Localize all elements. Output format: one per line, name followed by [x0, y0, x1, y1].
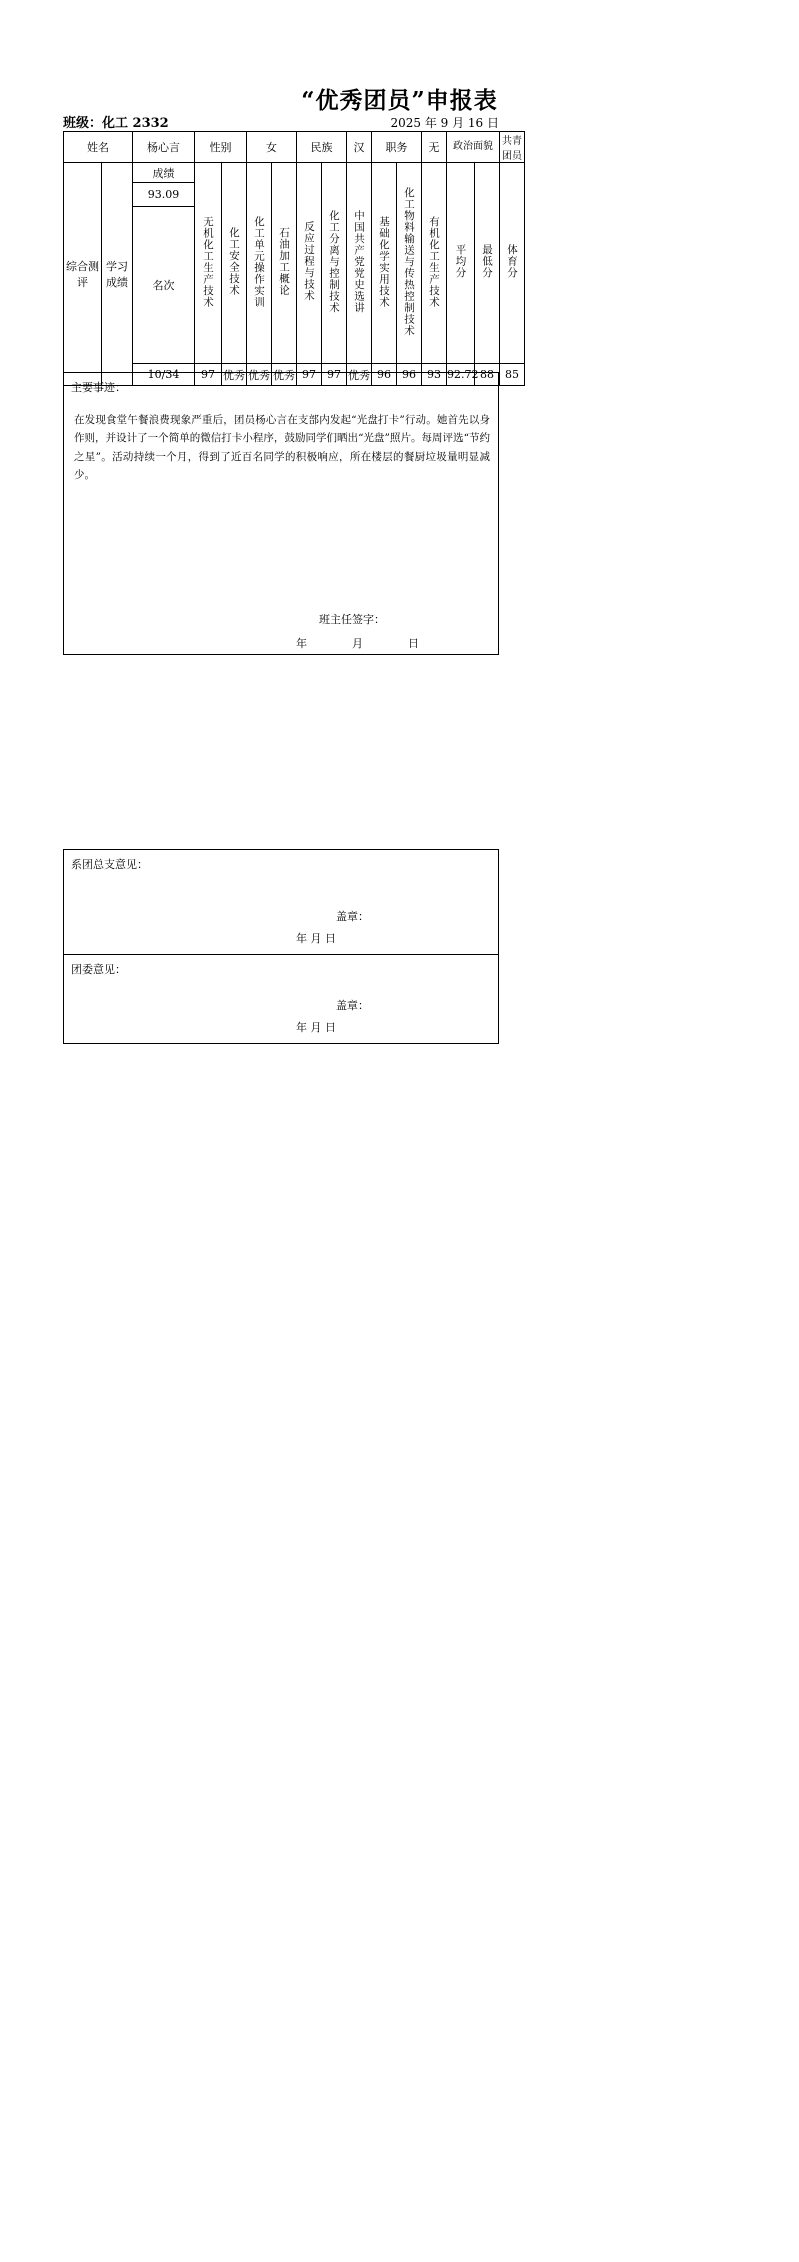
- course-score-5: 97: [322, 364, 347, 386]
- deeds-date-month: 月: [352, 637, 363, 650]
- lowest-label: 最低分: [475, 163, 500, 364]
- committee-date-month: 月: [310, 1021, 322, 1034]
- score-label: 成绩: [133, 163, 195, 183]
- name-value: 杨心言: [133, 132, 195, 163]
- committee-seal-label: 盖章：: [336, 999, 369, 1012]
- deeds-body: 在发现食堂午餐浪费现象严重后，团员杨心言在支部内发起“光盘打卡”行动。她首先以身作则，并设计了一个简单的微信打卡小程序，鼓励同学们晒出“光盘”照片。每周评选“节约之星”。活动持续一个月，得到了近百名同学的积极响应，所在楼层的餐厨垃圾量明显减少。: [74, 414, 490, 482]
- course-name-3: 石油加工概论: [272, 163, 297, 364]
- form-date: 2025 年 9 月 16 日: [390, 116, 499, 130]
- branch-date-month: 月: [310, 932, 322, 945]
- branch-date-year: 年: [296, 932, 307, 945]
- rank-label: 名次: [133, 207, 195, 364]
- course-name-7: 基础化学实用技术: [372, 163, 397, 364]
- table-row-score-label: [64, 163, 525, 183]
- course-score-0: 97: [195, 364, 222, 386]
- committee-opinion-title: 团委意见：: [71, 963, 126, 976]
- class-label: 班级：化工 2332: [63, 116, 169, 131]
- course-name-1: 化工安全技术: [222, 163, 247, 364]
- course-name-6: 中国共产党党史选讲: [347, 163, 372, 364]
- approval-section-committee: [64, 955, 498, 1043]
- score-value: 93.09: [133, 183, 195, 207]
- branch-opinion-title: 系团总支意见：: [71, 858, 148, 871]
- course-name-4: 反应过程与技术: [297, 163, 322, 364]
- gender-value: 女: [247, 132, 297, 163]
- course-score-6: 优秀: [347, 364, 372, 386]
- course-score-9: 93: [422, 364, 447, 386]
- course-score-1: 优秀: [222, 364, 247, 386]
- duty-label: 职务: [372, 132, 422, 163]
- deeds-box: [63, 372, 499, 655]
- duty-value: 无: [422, 132, 447, 163]
- average-value: 92.72: [447, 364, 475, 386]
- course-score-3: 优秀: [272, 364, 297, 386]
- page-title: “优秀团员”申报表: [301, 87, 498, 114]
- deeds-title: 主要事迹：: [71, 381, 126, 394]
- course-score-8: 96: [397, 364, 422, 386]
- pe-label: 体育分: [500, 163, 525, 364]
- average-label: 平均分: [447, 163, 475, 364]
- teacher-signature-label: 班主任签字：: [319, 613, 385, 626]
- course-score-2: 优秀: [247, 364, 272, 386]
- study-score-label: 学习成绩: [102, 163, 133, 386]
- pe-value: 85: [500, 364, 525, 386]
- nation-label: 民族: [297, 132, 347, 163]
- header-row: [63, 112, 499, 131]
- lowest-value: 88: [475, 364, 500, 386]
- approval-section-branch: [64, 850, 498, 955]
- political-value: 共青团员: [500, 132, 525, 163]
- name-label: 姓名: [64, 132, 133, 163]
- branch-date-line: [296, 930, 336, 946]
- deeds-date-line: [296, 635, 419, 651]
- committee-date-day: 日: [325, 1021, 336, 1034]
- course-name-9: 有机化工生产技术: [422, 163, 447, 364]
- branch-date-day: 日: [325, 932, 336, 945]
- course-name-0: 无机化工生产技术: [195, 163, 222, 364]
- course-score-4: 97: [297, 364, 322, 386]
- rank-value: 10/34: [133, 364, 195, 386]
- political-label: 政治面貌: [447, 132, 500, 163]
- nation-value: 汉: [347, 132, 372, 163]
- deeds-date-year: 年: [296, 637, 307, 650]
- gender-label: 性别: [195, 132, 247, 163]
- table-row-identity: [64, 132, 525, 163]
- branch-seal-label: 盖章：: [336, 910, 369, 923]
- course-score-7: 96: [372, 364, 397, 386]
- course-name-2: 化工单元操作实训: [247, 163, 272, 364]
- deeds-date-day: 日: [408, 637, 419, 650]
- committee-date-line: [296, 1019, 336, 1035]
- committee-date-year: 年: [296, 1021, 307, 1034]
- course-name-5: 化工分离与控制技术: [322, 163, 347, 364]
- course-name-8: 化工物料输送与传热控制技术: [397, 163, 422, 364]
- assessment-label: 综合测评: [64, 163, 102, 386]
- main-table: [63, 131, 525, 386]
- approvals-box: [63, 849, 499, 1044]
